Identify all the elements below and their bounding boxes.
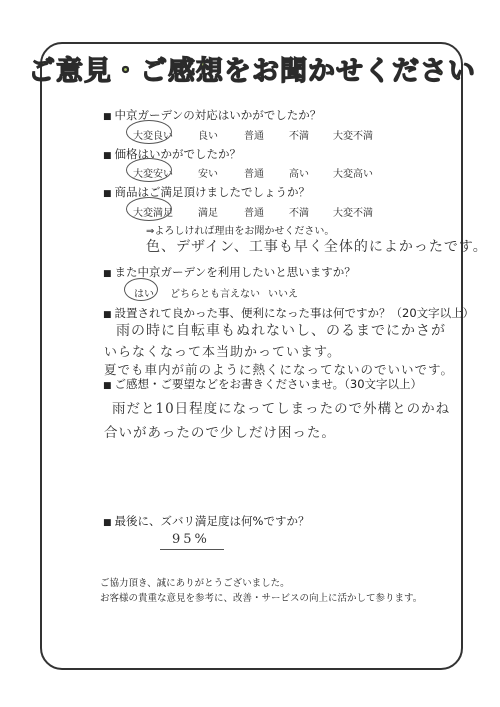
q1-option-2[interactable]: 良い <box>198 131 218 142</box>
q1-option-4[interactable]: 不満 <box>289 131 309 142</box>
q6-answer-line-2: 合いがあったので少しだけ困った。 <box>104 425 336 441</box>
question-1-text: 中京ガーデンの対応はいかがでしたか？ <box>114 108 322 122</box>
q2-option-3[interactable]: 普通 <box>244 169 264 180</box>
question-7-text: 最後に、ズバリ満足度は何%ですか？ <box>114 514 310 528</box>
question-6 <box>103 376 422 392</box>
question-3 <box>103 184 310 200</box>
question-marker: ■ <box>103 112 112 122</box>
question-marker: ■ <box>103 151 112 161</box>
question-marker: ■ <box>103 189 112 199</box>
q2-option-1[interactable]: 大変安い <box>133 169 173 180</box>
q1-option-1[interactable]: 大変良い <box>133 131 173 142</box>
question-3-text: 商品はご満足頂けましたでしょうか？ <box>114 185 311 199</box>
question-1 <box>103 107 321 123</box>
q4-option-3[interactable]: いいえ <box>268 289 298 300</box>
reason-answer: 色、デザイン、工事も早く全体的によかったです。 <box>146 239 488 255</box>
q4-option-1[interactable]: はい <box>134 289 154 300</box>
question-6-text: ご感想・ご要望などをお書きくださいませ。（30文字以上） <box>114 377 423 391</box>
q5-answer-line-1: 雨の時に自転車もぬれないし、のるまでにかさが <box>116 323 446 339</box>
question-marker: ■ <box>103 518 112 528</box>
q5-answer-line-2: いらなくなって本当助かっています。 <box>104 345 341 360</box>
q5-answer-line-3: 夏でも車内が前のように熱くになってないのでいいです。 <box>104 362 455 377</box>
question-7 <box>103 513 309 529</box>
q2-option-2[interactable]: 安い <box>198 169 218 180</box>
footer-note: お客様の貴重な意見を参考に、改善・サービスの向上に活かして参ります。 <box>100 593 423 604</box>
title-banner <box>28 46 476 90</box>
q2-option-5[interactable]: 大変高い <box>333 169 373 180</box>
q3-option-3[interactable]: 普通 <box>244 208 264 219</box>
q3-option-1[interactable]: 大変満足 <box>133 208 173 219</box>
question-marker: ■ <box>103 269 112 279</box>
q6-answer-line-1: 雨だと10日程度になってしまったので外構とのかね <box>112 401 451 417</box>
question-5 <box>103 305 474 321</box>
question-4-text: また中京ガーデンを利用したいと思いますか？ <box>114 265 356 279</box>
question-2-text: 価格はいかがでしたか？ <box>114 147 242 161</box>
footer-thanks: ご協力頂き、誠にありがとうございました。 <box>100 578 290 589</box>
q3-option-2[interactable]: 満足 <box>198 208 218 219</box>
survey-title: ご意見・ご感想をお聞かせください <box>28 55 476 87</box>
question-5-text: 設置されて良かった事、便利になった事は何ですか？（20文字以上） <box>114 306 475 320</box>
q4-selection-circle <box>124 278 158 301</box>
reason-prompt: ⇒よろしければ理由をお聞かせください。 <box>146 226 335 237</box>
q2-selection-circle <box>126 158 172 182</box>
q1-option-5[interactable]: 大変不満 <box>333 131 373 142</box>
q3-selection-circle <box>126 197 172 221</box>
question-2 <box>103 146 241 162</box>
answer-underline <box>160 549 224 550</box>
q2-option-4[interactable]: 高い <box>289 169 309 180</box>
question-marker: ■ <box>103 381 112 391</box>
q1-selection-circle <box>126 120 172 144</box>
q3-option-5[interactable]: 大変不満 <box>333 208 373 219</box>
satisfaction-answer: 95% <box>172 532 210 547</box>
q3-option-4[interactable]: 不満 <box>289 208 309 219</box>
q1-option-3[interactable]: 普通 <box>244 131 264 142</box>
question-marker: ■ <box>103 310 112 320</box>
q4-option-2[interactable]: どちらとも言えない <box>170 289 260 300</box>
